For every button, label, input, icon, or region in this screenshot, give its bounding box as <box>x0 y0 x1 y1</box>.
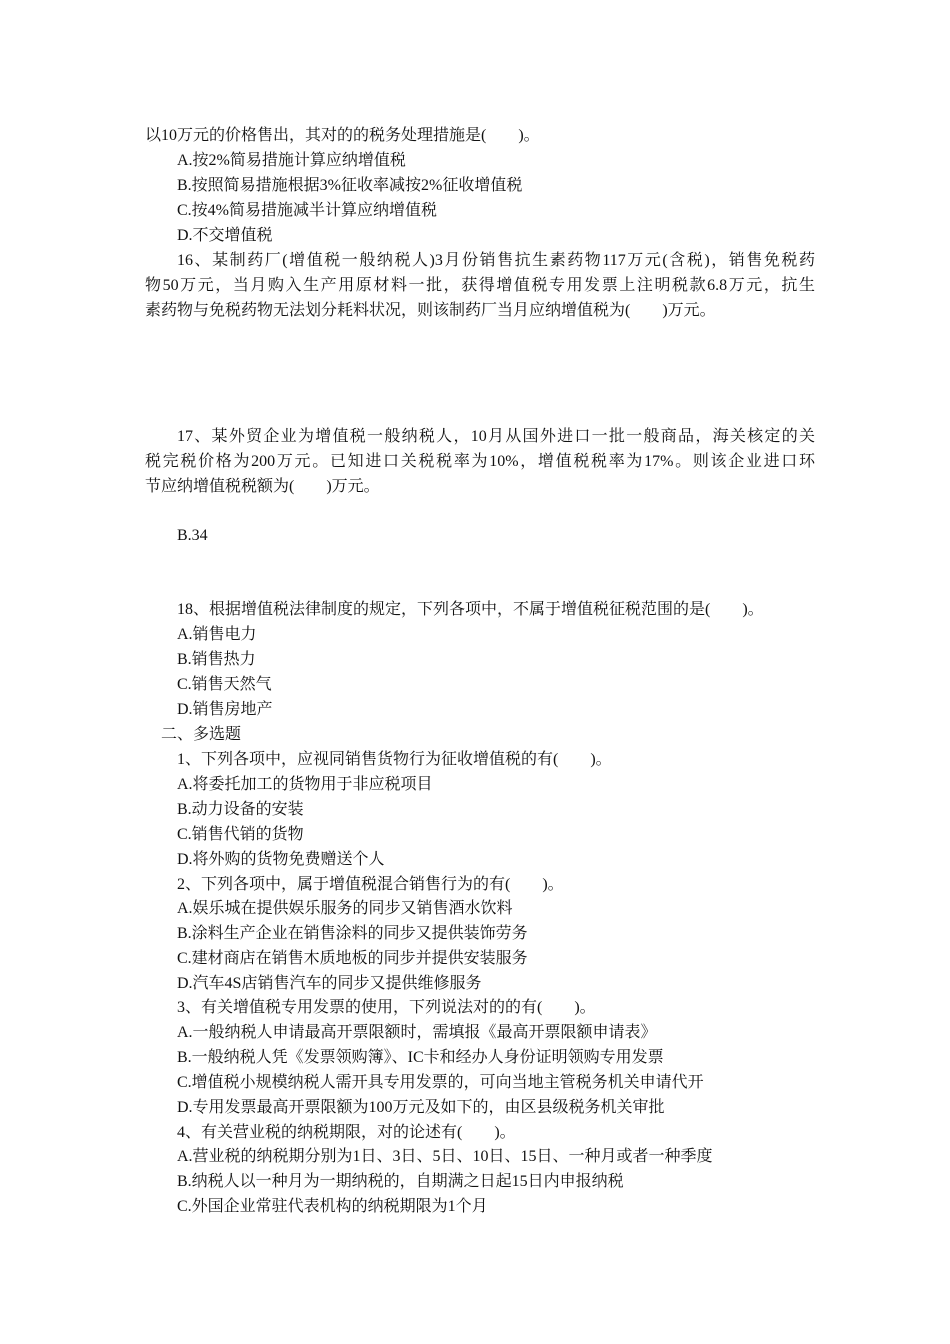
q16-stem-line-2: 物50万元，当月购入生产用原材料一批，获得增值税专用发票上注明税款6.8万元，抗生 <box>145 277 815 294</box>
q18-option-d: D.销售房地产 <box>177 701 273 718</box>
m4-option-a: A.营业税的纳税期分别为1日、3日、5日、10日、15日、一种月或者一种季度 <box>177 1148 713 1165</box>
m1-option-d: D.将外购的货物免费赠送个人 <box>177 851 385 868</box>
q16-stem-line-1: 16、某制药厂(增值税一般纳税人)3月份销售抗生素药物117万元(含税)，销售免税药 <box>177 252 815 269</box>
q15-option-b: B.按照简易措施根据3%征收率减按2%征收增值税 <box>177 177 523 194</box>
m2-option-a: A.娱乐城在提供娱乐服务的同步又销售酒水饮料 <box>177 900 513 917</box>
m1-option-c: C.销售代销的货物 <box>177 826 304 843</box>
q17-stem-line-2: 税完税价格为200万元。已知进口关税税率为10%，增值税税率为17%。则该企业进口环 <box>145 453 815 470</box>
m2-option-c: C.建材商店在销售木质地板的同步并提供安装服务 <box>177 950 528 967</box>
m3-option-c: C.增值税小规模纳税人需开具专用发票的，可向当地主管税务机关申请代开 <box>177 1074 704 1091</box>
m4-option-b: B.纳税人以一种月为一期纳税的，自期满之日起15日内申报纳税 <box>177 1173 624 1190</box>
q15-stem-tail: 以10万元的价格售出，其对的的税务处理措施是( )。 <box>145 127 540 144</box>
m1-option-b: B.动力设备的安装 <box>177 801 304 818</box>
m4-stem: 4、有关营业税的纳税期限，对的论述有( )。 <box>177 1124 516 1141</box>
q15-option-c: C.按4%简易措施减半计算应纳增值税 <box>177 202 438 219</box>
q17-stem-line-3: 节应纳增值税税额为( )万元。 <box>145 478 380 495</box>
m3-option-a: A.一般纳税人申请最高开票限额时，需填报《最高开票限额申请表》 <box>177 1024 657 1041</box>
q15-option-d: D.不交增值税 <box>177 227 273 244</box>
q17-option-b: B.34 <box>177 527 208 544</box>
q17-stem-line-1: 17、某外贸企业为增值税一般纳税人，10月从国外进口一批一般商品，海关核定的关 <box>177 428 815 445</box>
q18-option-c: C.销售天然气 <box>177 676 272 693</box>
m2-stem: 2、下列各项中，属于增值税混合销售行为的有( )。 <box>177 876 564 893</box>
m4-option-c: C.外国企业常驻代表机构的纳税期限为1个月 <box>177 1198 488 1215</box>
m2-option-b: B.涂料生产企业在销售涂料的同步又提供装饰劳务 <box>177 925 528 942</box>
m1-stem: 1、下列各项中，应视同销售货物行为征收增值税的有( )。 <box>177 751 612 768</box>
q18-option-a: A.销售电力 <box>177 626 257 643</box>
q15-option-a: A.按2%简易措施计算应纳增值税 <box>177 152 406 169</box>
m2-option-d: D.汽车4S店销售汽车的同步又提供维修服务 <box>177 975 482 992</box>
m1-option-a: A.将委托加工的货物用于非应税项目 <box>177 776 433 793</box>
q18-stem: 18、根据增值税法律制度的规定，下列各项中，不属于增值税征税范围的是( )。 <box>177 601 764 618</box>
m3-stem: 3、有关增值税专用发票的使用，下列说法对的的有( )。 <box>177 999 596 1016</box>
m3-option-b: B.一般纳税人凭《发票领购簿》、IC卡和经办人身份证明领购专用发票 <box>177 1049 664 1066</box>
q16-stem-line-3: 素药物与免税药物无法划分耗料状况，则该制药厂当月应纳增值税为( )万元。 <box>145 302 716 319</box>
q18-option-b: B.销售热力 <box>177 651 256 668</box>
m3-option-d: D.专用发票最高开票限额为100万元及如下的，由区县级税务机关审批 <box>177 1099 665 1116</box>
section-heading: 二、多选题 <box>161 726 242 743</box>
